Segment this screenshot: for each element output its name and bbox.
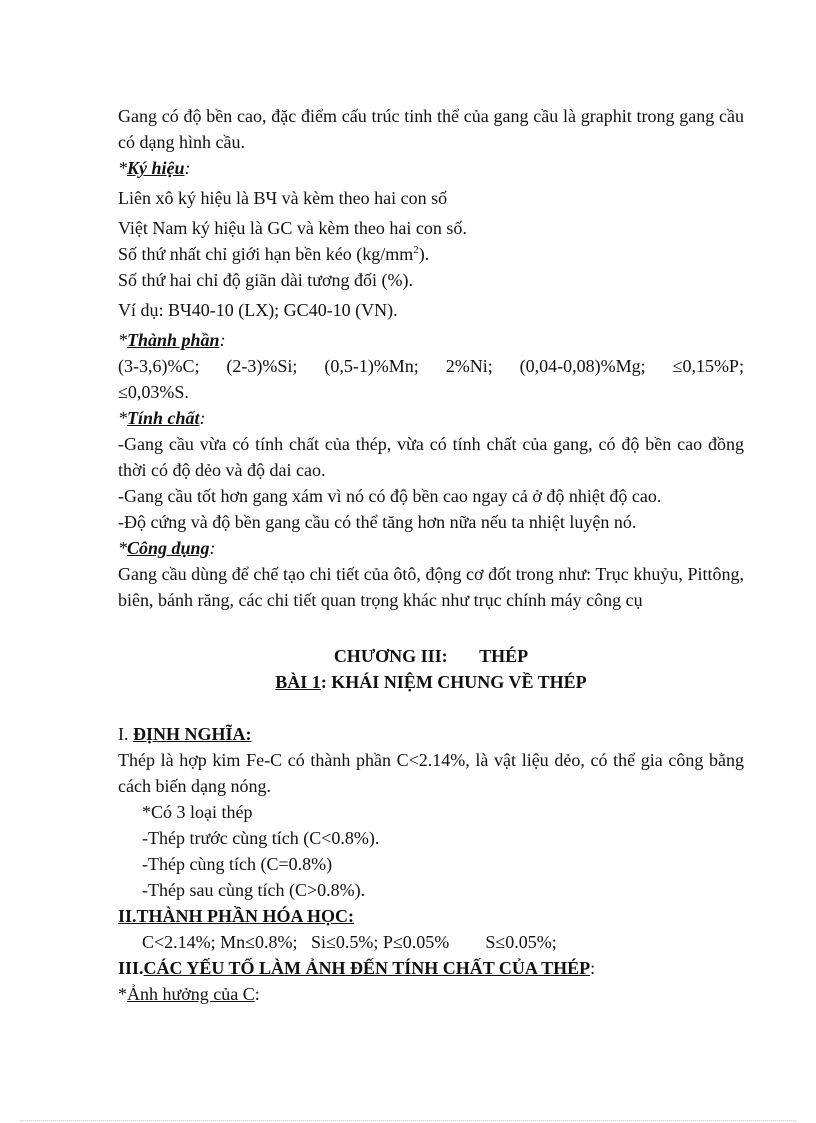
composition-item: (3-3,6)%C; [118, 356, 200, 376]
section-title: Ký hiệu [127, 158, 185, 178]
section-title: Công dụng [127, 538, 210, 558]
ky-hieu-line: Số thứ nhất chỉ giới hạn bền kéo $(kg/mm^2)$. [118, 244, 430, 264]
composition-item: (0,04-0,08)%Mg; [519, 356, 646, 376]
document-page [118, 103, 744, 1007]
lesson-title: BÀI 1: KHÁI NIỆM CHUNG VỀ THÉP [275, 672, 587, 692]
ky-hieu-line: Số thứ hai chỉ độ giãn dài tương đối (%). [118, 270, 413, 290]
section-heading-cong-dung: *Công dụng: [118, 538, 216, 558]
steel-type-item: -Thép trước cùng tích (C<0.8%). [142, 828, 380, 848]
heading-yeu-to: III.CÁC YẾU TỐ LÀM ẢNH ĐẾN TÍNH CHẤT CỦA THÉP: [118, 958, 596, 978]
section-heading-tinh-chat: *Tính chất: [118, 408, 206, 428]
intro-paragraph: Gang có độ bền cao, đặc điểm cấu trúc tinh thể của gang cầu là graphit trong gang cầu có dạng hình cầu. [118, 106, 744, 152]
ky-hieu-line: Việt Nam ký hiệu là GC và kèm theo hai con số. [118, 218, 467, 238]
composition-item: (2-3)%Si; [226, 356, 298, 376]
property-line: -Gang cầu vừa có tính chất của thép, vừa có tính chất của gang, có độ bền cao đồng thời có độ dẻo và độ dai cao. [118, 434, 744, 480]
composition-row [118, 353, 744, 379]
chapter-title: CHƯƠNG III: THÉP [333, 646, 529, 666]
property-line: -Độ cứng và độ bền gang cầu có thể tăng hơn nữa nếu ta nhiệt luyện nó. [118, 512, 637, 532]
section-title: Tính chất [127, 408, 200, 428]
ky-hieu-line: Liên xô ký hiệu là BЧ và kèm theo hai con số [118, 188, 448, 208]
property-line: -Gang cầu tốt hơn gang xám vì nó có độ bền cao ngay cả ở độ nhiệt độ cao. [118, 486, 662, 506]
steel-type-item: -Thép cùng tích (C=0.8%) [142, 854, 333, 874]
usage-paragraph: Gang cầu dùng để chế tạo chi tiết của ôtô, động cơ đốt trong như: Trục khuỷu, Pittông, biên, bánh răng, các chi tiết quan trọng khác như trục chính máy công cụ [118, 564, 744, 610]
ky-hieu-example: Ví dụ: BЧ40-10 (LX); GC40-10 (VN). [118, 300, 398, 320]
section-heading-thanh-phan: *Thành phần: [118, 330, 226, 350]
sub-heading-anh-huong-c: *Ảnh hưởng của C: [118, 984, 260, 1004]
chemical-composition: C<2.14%; Mn≤0.8%; Si≤0.5%; P≤0.05% S≤0.05%; [142, 932, 557, 952]
steel-types-heading: *Có 3 loại thép [142, 802, 253, 822]
composition-item: (0,5-1)%Mn; [324, 356, 419, 376]
composition-last: ≤0,03%S. [118, 382, 189, 402]
steel-type-item: -Thép sau cùng tích (C>0.8%). [142, 880, 366, 900]
heading-dinh-nghia: I. ĐỊNH NGHĨA: [118, 724, 252, 744]
page-bottom-divider [20, 1120, 796, 1121]
heading-thanh-phan-hoa-hoc: II.THÀNH PHẦN HÓA HỌC: [118, 906, 355, 926]
composition-item: ≤0,15%P; [672, 356, 744, 376]
definition-paragraph: Thép là hợp kim Fe-C có thành phần C<2.14%, là vật liệu dẻo, có thể gia công bằng cách biến dạng nóng. [118, 750, 744, 796]
section-heading-ky-hieu: *Ký hiệu: [118, 158, 191, 178]
section-title: Thành phần [127, 330, 220, 350]
composition-item: 2%Ni; [445, 356, 493, 376]
